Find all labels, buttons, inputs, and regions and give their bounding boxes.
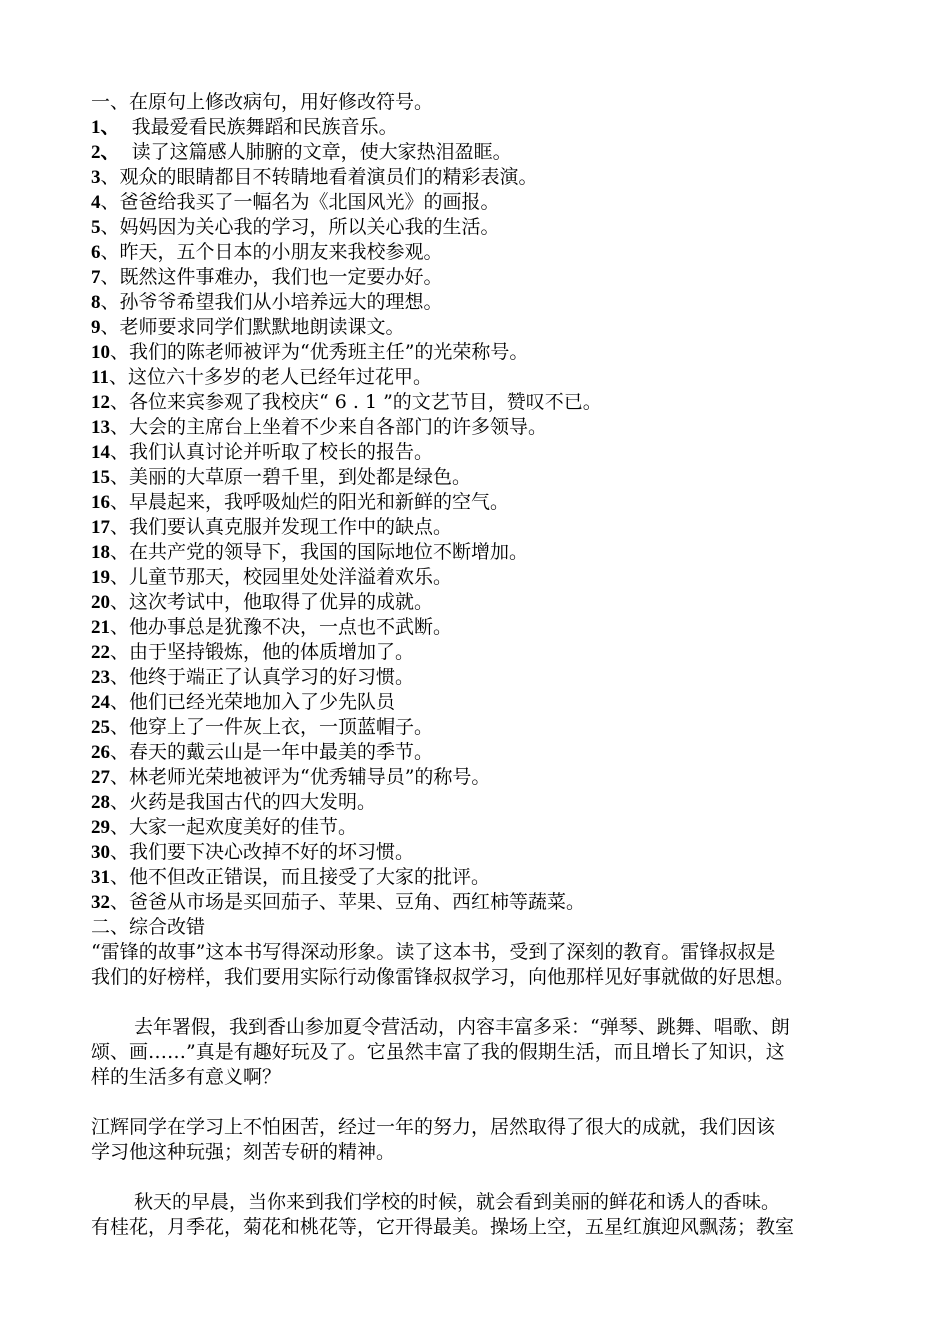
sentence-number: 3 bbox=[91, 167, 101, 188]
sentence-item bbox=[91, 390, 891, 415]
paragraph-line: 学习他这种玩强；刻苦专研的精神。 bbox=[91, 1141, 396, 1163]
sentence-number: 14 bbox=[91, 442, 110, 463]
paragraph-summer-camp bbox=[91, 1015, 891, 1090]
sentence-text: 读了这篇感人肺腑的文章，使大家热泪盈眶。 bbox=[119, 141, 512, 163]
sentence-item bbox=[91, 790, 891, 815]
sentence-item bbox=[91, 765, 891, 790]
sentence-item bbox=[91, 340, 891, 365]
sentence-number: 6 bbox=[91, 242, 101, 263]
sentence-number: 9 bbox=[91, 317, 101, 338]
sentence-number: 28 bbox=[91, 792, 110, 813]
sentence-text: 、大会的主席台上坐着不少来自各部门的许多领导。 bbox=[110, 416, 548, 438]
sentence-text: 、既然这件事难办，我们也一定要办好。 bbox=[100, 266, 443, 288]
sentence-text: 、孙爷爷希望我们从小培养远大的理想。 bbox=[100, 291, 443, 313]
sentence-number: 5 bbox=[91, 217, 101, 238]
sentence-number: 21 bbox=[91, 617, 110, 638]
sentence-text: 、儿童节那天，校园里处处洋溢着欢乐。 bbox=[110, 566, 453, 588]
sentence-text: 、各位来宾参观了我校庆“ 6 . 1 ”的文艺节目，赞叹不已。 bbox=[110, 391, 602, 413]
sentence-number: 1、 bbox=[91, 117, 120, 138]
sentence-text: 、大家一起欢度美好的佳节。 bbox=[110, 816, 358, 838]
sentence-number: 22 bbox=[91, 642, 110, 663]
sentence-text: 、观众的眼睛都目不转睛地看着演员们的精彩表演。 bbox=[100, 166, 538, 188]
sentence-text: 、他终于端正了认真学习的好习惯。 bbox=[110, 666, 415, 688]
sentence-list bbox=[91, 115, 891, 915]
sentence-number: 32 bbox=[91, 892, 110, 913]
sentence-number: 30 bbox=[91, 842, 110, 863]
sentence-text: 、爸爸给我买了一幅名为《北国风光》的画报。 bbox=[100, 191, 500, 213]
document-page bbox=[91, 90, 891, 1240]
paragraph-line: 颂、画……”真是有趣好玩及了。它虽然丰富了我的假期生活，而且增长了知识，这 bbox=[91, 1041, 785, 1063]
sentence-item bbox=[91, 715, 891, 740]
sentence-item bbox=[91, 640, 891, 665]
paragraph-jianghui bbox=[91, 1115, 891, 1165]
sentence-item bbox=[91, 665, 891, 690]
sentence-number: 15 bbox=[91, 467, 110, 488]
paragraph-autumn-morning bbox=[91, 1190, 891, 1240]
sentence-item bbox=[91, 165, 891, 190]
sentence-number: 23 bbox=[91, 667, 110, 688]
paragraph-line: 样的生活多有意义啊？ bbox=[91, 1066, 282, 1088]
paragraph-line: “雷锋的故事”这本书写得深动形象。读了这本书，受到了深刻的教育。雷锋叔叔是 bbox=[91, 941, 776, 963]
sentence-number: 31 bbox=[91, 867, 110, 888]
sentence-number: 27 bbox=[91, 767, 110, 788]
sentence-item bbox=[91, 565, 891, 590]
sentence-text: 、我们的陈老师被评为“优秀班主任”的光荣称号。 bbox=[110, 341, 529, 363]
sentence-text: 、这位六十多岁的老人已经年过花甲。 bbox=[108, 366, 432, 388]
sentence-item bbox=[91, 840, 891, 865]
sentence-item bbox=[91, 365, 891, 390]
sentence-text: 、我们要认真克服并发现工作中的缺点。 bbox=[110, 516, 453, 538]
sentence-item bbox=[91, 890, 891, 915]
paragraph-leifeng bbox=[91, 940, 891, 990]
sentence-number: 17 bbox=[91, 517, 110, 538]
sentence-item bbox=[91, 865, 891, 890]
sentence-item bbox=[91, 440, 891, 465]
sentence-item bbox=[91, 315, 891, 340]
sentence-item bbox=[91, 265, 891, 290]
sentence-item bbox=[91, 590, 891, 615]
paragraph-line: 有桂花，月季花，菊花和桃花等，它开得最美。操场上空，五星红旗迎风飘荡；教室 bbox=[91, 1216, 795, 1238]
blank-line bbox=[91, 990, 891, 1015]
sentence-text: 、早晨起来，我呼吸灿烂的阳光和新鲜的空气。 bbox=[110, 491, 510, 513]
sentence-number: 10 bbox=[91, 342, 110, 363]
sentence-item bbox=[91, 415, 891, 440]
paragraph-line: 秋天的早晨，当你来到我们学校的时候，就会看到美丽的鲜花和诱人的香味。 bbox=[134, 1191, 781, 1213]
sentence-text: 、我们要下决心改掉不好的坏习惯。 bbox=[110, 841, 415, 863]
sentence-text: 、昨天，五个日本的小朋友来我校参观。 bbox=[100, 241, 443, 263]
sentence-number: 25 bbox=[91, 717, 110, 738]
sentence-number: 18 bbox=[91, 542, 110, 563]
sentence-text: 、老师要求同学们默默地朗读课文。 bbox=[100, 316, 405, 338]
sentence-number: 8 bbox=[91, 292, 101, 313]
sentence-item bbox=[91, 690, 891, 715]
sentence-text: 、他穿上了一件灰上衣，一顶蓝帽子。 bbox=[110, 716, 434, 738]
sentence-number: 19 bbox=[91, 567, 110, 588]
sentence-number: 26 bbox=[91, 742, 110, 763]
sentence-item bbox=[91, 240, 891, 265]
sentence-number: 2、 bbox=[91, 142, 120, 163]
sentence-text: 、美丽的大草原一碧千里，到处都是绿色。 bbox=[110, 466, 472, 488]
sentence-number: 16 bbox=[91, 492, 110, 513]
sentence-text: 、我们认真讨论并听取了校长的报告。 bbox=[110, 441, 434, 463]
sentence-number: 11 bbox=[91, 367, 109, 388]
sentence-text: 我最爱看民族舞蹈和民族音乐。 bbox=[119, 116, 398, 138]
sentence-text: 、他们已经光荣地加入了少先队员 bbox=[110, 691, 396, 713]
sentence-number: 20 bbox=[91, 592, 110, 613]
sentence-text: 、他办事总是犹豫不决，一点也不武断。 bbox=[110, 616, 453, 638]
sentence-number: 4 bbox=[91, 192, 101, 213]
sentence-number: 7 bbox=[91, 267, 101, 288]
sentence-number: 13 bbox=[91, 417, 110, 438]
sentence-text: 、他不但改正错误，而且接受了大家的批评。 bbox=[110, 866, 491, 888]
sentence-number: 12 bbox=[91, 392, 110, 413]
sentence-text: 、林老师光荣地被评为“优秀辅导员”的称号。 bbox=[110, 766, 491, 788]
sentence-item bbox=[91, 190, 891, 215]
sentence-number: 24 bbox=[91, 692, 110, 713]
sentence-text: 、火药是我国古代的四大发明。 bbox=[110, 791, 377, 813]
sentence-item bbox=[91, 615, 891, 640]
sentence-number: 29 bbox=[91, 817, 110, 838]
sentence-item bbox=[91, 740, 891, 765]
sentence-text: 、这次考试中，他取得了优异的成就。 bbox=[110, 591, 434, 613]
sentence-text: 、由于坚持锻炼，他的体质增加了。 bbox=[110, 641, 415, 663]
sentence-item bbox=[91, 515, 891, 540]
sentence-item bbox=[91, 540, 891, 565]
paragraph-line: 江辉同学在学习上不怕困苦，经过一年的努力，居然取得了很大的成就，我们因该 bbox=[91, 1116, 776, 1138]
sentence-text: 、爸爸从市场是买回茄子、苹果、豆角、西红柿等蔬菜。 bbox=[110, 891, 586, 913]
section2-heading: 二、综合改错 bbox=[91, 916, 206, 938]
section1-heading: 一、在原句上修改病句，用好修改符号。 bbox=[91, 91, 434, 113]
sentence-item bbox=[91, 465, 891, 490]
sentence-text: 、妈妈因为关心我的学习，所以关心我的生活。 bbox=[100, 216, 500, 238]
paragraph-line: 我们的好榜样，我们要用实际行动像雷锋叔叔学习，向他那样见好事就做的好思想。 bbox=[91, 966, 795, 988]
blank-line bbox=[91, 1165, 891, 1190]
sentence-text: 、在共产党的领导下，我国的国际地位不断增加。 bbox=[110, 541, 529, 563]
blank-line bbox=[91, 1090, 891, 1115]
sentence-item bbox=[91, 215, 891, 240]
sentence-item bbox=[91, 490, 891, 515]
sentence-text: 、春天的戴云山是一年中最美的季节。 bbox=[110, 741, 434, 763]
sentence-item bbox=[91, 115, 891, 140]
sentence-item bbox=[91, 290, 891, 315]
sentence-item bbox=[91, 140, 891, 165]
paragraph-line: 去年署假，我到香山参加夏令营活动，内容丰富多采：“弹琴、跳舞、唱歌、朗 bbox=[134, 1016, 790, 1038]
sentence-item bbox=[91, 815, 891, 840]
